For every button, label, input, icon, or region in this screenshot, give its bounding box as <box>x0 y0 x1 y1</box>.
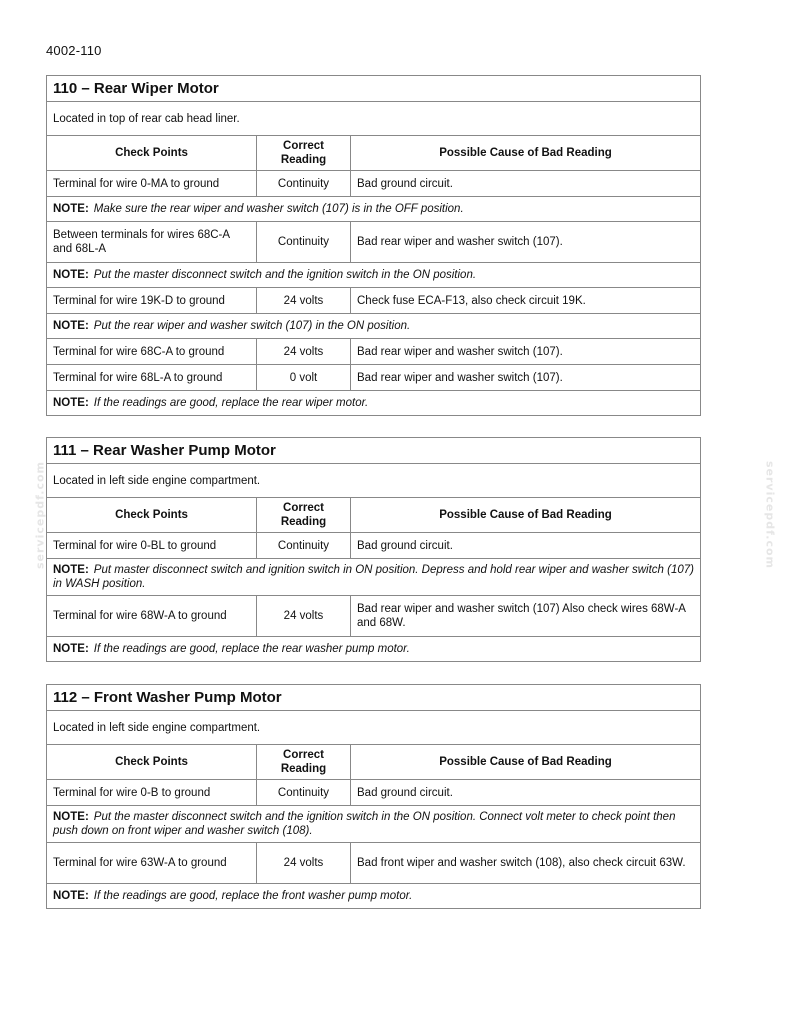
note-row <box>47 883 700 908</box>
section-rear-washer-pump-motor <box>46 437 701 662</box>
correct-reading: 24 volts <box>257 288 351 313</box>
note-label: NOTE: <box>53 564 89 576</box>
watermark-left: servicepdf.com <box>33 460 47 570</box>
table-row <box>47 221 700 262</box>
note-row <box>47 390 700 415</box>
check-point: Terminal for wire 0-BL to ground <box>47 533 257 558</box>
possible-cause: Bad front wiper and washer switch (108), also check circuit 63W. <box>357 857 686 869</box>
table-header <box>47 497 700 532</box>
possible-cause: Bad ground circuit. <box>357 177 453 190</box>
note-label: NOTE: <box>53 643 89 655</box>
table-header <box>47 744 700 779</box>
check-point: Terminal for wire 68W-A to ground <box>47 596 257 636</box>
note-row <box>47 805 700 842</box>
header-possible-cause: Possible Cause of Bad Reading <box>439 509 612 521</box>
table-row <box>47 595 700 636</box>
note-text: Put the rear wiper and washer switch (107) in the ON position. <box>93 320 411 332</box>
section-title: 110 – Rear Wiper Motor <box>53 80 219 97</box>
section-front-washer-pump-motor <box>46 684 701 909</box>
header-check-points: Check Points <box>47 136 257 170</box>
possible-cause: Bad rear wiper and washer switch (107). <box>357 345 563 358</box>
table-row <box>47 170 700 196</box>
check-point: Terminal for wire 0-B to ground <box>47 780 257 805</box>
note-text: Put master disconnect switch and ignition switch in ON position. Depress and hold rear wiper and washer switch (107) in WASH position. <box>53 564 694 590</box>
table-header <box>47 135 700 170</box>
correct-reading: Continuity <box>257 171 351 196</box>
note-label: NOTE: <box>53 203 89 215</box>
note-label: NOTE: <box>53 269 89 281</box>
check-point: Between terminals for wires 68C-A and 68L-A <box>47 222 257 262</box>
note-row <box>47 196 700 221</box>
correct-reading: 24 volts <box>257 339 351 364</box>
correct-reading: 24 volts <box>257 596 351 636</box>
watermark-right: servicepdf.com <box>763 460 777 570</box>
header-check-points: Check Points <box>47 745 257 779</box>
note-text: Put the master disconnect switch and the ignition switch in the ON position. <box>93 269 477 281</box>
table-row <box>47 364 700 390</box>
correct-reading: Continuity <box>257 780 351 805</box>
note-text: Put the master disconnect switch and the ignition switch in the ON position. Connect volt meter to check point then push down on front wiper and washer switch (108). <box>53 811 676 837</box>
possible-cause: Bad rear wiper and washer switch (107). <box>357 236 563 248</box>
table-row <box>47 338 700 364</box>
header-possible-cause: Possible Cause of Bad Reading <box>439 147 612 159</box>
table-row <box>47 779 700 805</box>
check-point: Terminal for wire 68L-A to ground <box>47 365 257 390</box>
check-point: Terminal for wire 19K-D to ground <box>47 288 257 313</box>
correct-reading: 24 volts <box>257 843 351 883</box>
check-point: Terminal for wire 0-MA to ground <box>47 171 257 196</box>
note-label: NOTE: <box>53 811 89 823</box>
note-row <box>47 313 700 338</box>
note-text: Make sure the rear wiper and washer switch (107) is in the OFF position. <box>93 203 464 215</box>
note-label: NOTE: <box>53 397 89 409</box>
section-title: 112 – Front Washer Pump Motor <box>53 689 282 706</box>
table-row <box>47 532 700 558</box>
header-possible-cause: Possible Cause of Bad Reading <box>439 756 612 768</box>
header-correct-reading: Correct Reading <box>257 136 351 170</box>
location-text: Located in left side engine compartment. <box>47 710 700 744</box>
possible-cause: Bad ground circuit. <box>357 539 453 552</box>
section-rear-wiper-motor <box>46 75 701 416</box>
note-text: If the readings are good, replace the rear washer pump motor. <box>93 643 410 655</box>
location-text: Located in top of rear cab head liner. <box>47 101 700 135</box>
note-text: If the readings are good, replace the front washer pump motor. <box>93 890 413 902</box>
note-label: NOTE: <box>53 320 89 332</box>
correct-reading: 0 volt <box>257 365 351 390</box>
table-row <box>47 287 700 313</box>
note-label: NOTE: <box>53 890 89 902</box>
location-text: Located in left side engine compartment. <box>47 463 700 497</box>
header-correct-reading: Correct Reading <box>257 745 351 779</box>
page-number: 4002-110 <box>46 43 102 58</box>
possible-cause: Check fuse ECA-F13, also check circuit 19K. <box>357 294 586 307</box>
possible-cause: Bad rear wiper and washer switch (107) Also check wires 68W-A and 68W. <box>357 603 686 629</box>
note-row <box>47 262 700 287</box>
correct-reading: Continuity <box>257 222 351 262</box>
check-point: Terminal for wire 68C-A to ground <box>47 339 257 364</box>
possible-cause: Bad ground circuit. <box>357 786 453 799</box>
header-correct-reading: Correct Reading <box>257 498 351 532</box>
section-title: 111 – Rear Washer Pump Motor <box>53 442 276 459</box>
note-text: If the readings are good, replace the rear wiper motor. <box>93 397 369 409</box>
check-point: Terminal for wire 63W-A to ground <box>47 843 257 883</box>
note-row <box>47 558 700 595</box>
correct-reading: Continuity <box>257 533 351 558</box>
possible-cause: Bad rear wiper and washer switch (107). <box>357 371 563 384</box>
note-row <box>47 636 700 661</box>
table-row <box>47 842 700 883</box>
header-check-points: Check Points <box>47 498 257 532</box>
